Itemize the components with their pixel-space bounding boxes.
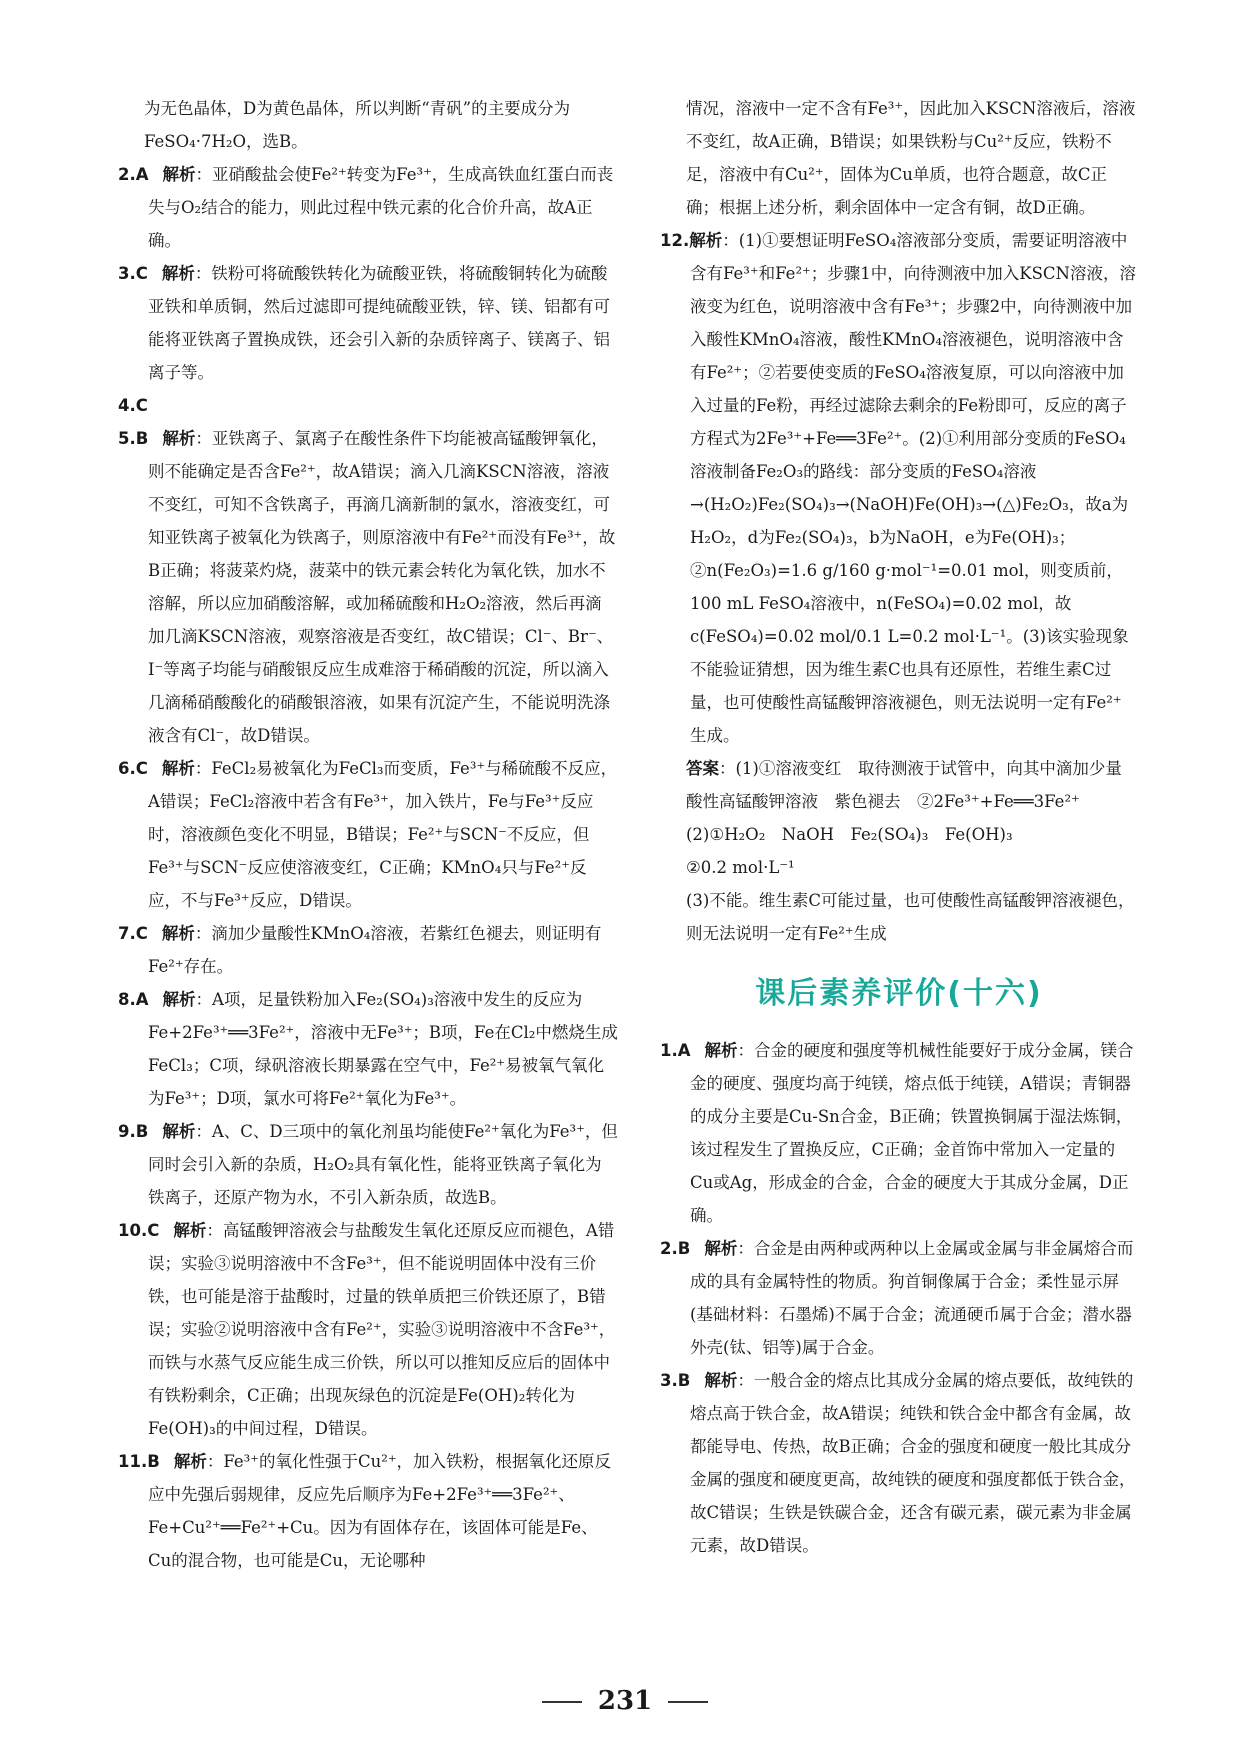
- question-item: [118, 752, 618, 917]
- item-num: 2.: [118, 165, 136, 184]
- item-kw: 解析: [161, 264, 195, 283]
- left-column: [118, 92, 618, 1577]
- answer-block: [660, 752, 1138, 950]
- answer-line: (3)不能。维生素C可能过量，也可使酸性高锰酸钾溶液褪色，则无法说明一定有Fe²⁺生成: [686, 891, 1135, 943]
- question-item: [118, 1214, 618, 1445]
- item-text: ：A、C、D三项中的氧化剂虽均能使Fe²⁺氧化为Fe³⁺，但同时会引入新的杂质，H₂O₂具有氧化性，能将亚铁离子氧化为铁离子，还原产物为水，不引入新杂质，故选B。: [148, 1122, 618, 1207]
- item-kw: 解析: [173, 1452, 207, 1471]
- question-item: [118, 983, 618, 1115]
- answer-label: 答案: [686, 759, 719, 778]
- question-12: 12.解析：(1)①要想证明FeSO₄溶液部分变质，需要证明溶液中含有Fe³⁺和Fe²⁺；步骤1中，向待测液中加入KSCN溶液，溶液变为红色，说明溶液中含有Fe³⁺；步骤2中，向待测液中加入酸性KMnO₄溶液，酸性KMnO₄溶液褪色，说明溶液中含有Fe²⁺；②若要使变质的FeSO₄溶液复原，可以向溶液中加入过量的Fe粉，再经过滤除去剩余的Fe粉即可，反应的离子方程式为2Fe³⁺+Fe══3Fe²⁺。(2)①利用部分变质的FeSO₄溶液制备Fe₂O₃的路线：部分变质的FeSO₄溶液→(H₂O₂)Fe₂(SO₄)₃→(NaOH)Fe(OH)₃→(△)Fe₂O₃，故a为H₂O₂，d为Fe₂(SO₄)₃，b为NaOH，e为Fe(OH)₃；②n(Fe₂O₃)=1.6 g/160 g·mol⁻¹=0.01 mol，则变质前，100 mL FeSO₄溶液中，n(FeSO₄)=0.02 mol，故c(FeSO₄)=0.02 mol/0.1 L=0.2 mol·L⁻¹。(3)该实验现象不能验证猜想，因为维生素C也具有还原性，若维生素C过量，也可使酸性高锰酸钾溶液褪色，则无法说明一定有Fe²⁺生成。: [660, 231, 1136, 745]
- item-kw: 解析: [162, 990, 196, 1009]
- question-item: [660, 1034, 1138, 1232]
- item-ans: C: [135, 759, 148, 778]
- question-item: [118, 1115, 618, 1214]
- page-number: 231: [0, 1686, 1250, 1716]
- item-kw: 解析: [162, 429, 196, 448]
- dash-right: [668, 1701, 708, 1703]
- question-item: [118, 158, 618, 257]
- question-item: [118, 917, 618, 983]
- item-num: 11.: [118, 1452, 148, 1471]
- item-text: ：铁粉可将硫酸铁转化为硫酸亚铁，将硫酸铜转化为硫酸亚铁和单质铜，然后过滤即可提纯硫酸亚铁，锌、镁、铝都有可能将亚铁离子置换成铁，还会引入新的杂质锌离子、镁离子、铝离子等。: [148, 264, 610, 382]
- item-kw: 解析: [704, 1041, 738, 1060]
- continued-paragraph: 情况，溶液中一定不含有Fe³⁺，因此加入KSCN溶液后，溶液不变红，故A正确，B错误；如果铁粉与Cu²⁺反应，铁粉不足，溶液中有Cu²⁺，固体为Cu单质，也符合题意，故C正确；根据上述分析，剩余固体中一定含有铜，故D正确。: [686, 99, 1136, 217]
- item-text: ：亚铁离子、氯离子在酸性条件下均能被高锰酸钾氧化，则不能确定是否含Fe²⁺，故A错误；滴入几滴KSCN溶液，溶液不变红，可知不含铁离子，再滴几滴新制的氯水，溶液变红，可知亚铁离子被氧化为铁离子，则原溶液中有Fe²⁺而没有Fe³⁺，故B正确；将菠菜灼烧，菠菜中的铁元素会转化为氧化铁，加水不溶解，所以应加硝酸溶解，或加稀硫酸和H₂O₂溶液，然后再滴加几滴KSCN溶液，观察溶液是否变红，故C错误；Cl⁻、Br⁻、I⁻等离子均能与硝酸银反应生成难溶于稀硝酸的沉淀，所以滴入几滴稀硝酸酸化的硝酸银溶液，如果有沉淀产生，不能说明洗涤液含有Cl⁻，故D错误。: [148, 429, 616, 745]
- item-ans: A: [135, 165, 149, 184]
- item-num: 5.: [118, 429, 136, 448]
- item-text: ：一般合金的熔点比其成分金属的熔点要低，故纯铁的熔点高于铁合金，故A错误；纯铁和铁合金中都含有金属，故都能导电、传热，故B正确；合金的强度和硬度一般比其成分金属的强度和硬度更高，故纯铁的硬度和强度都低于铁合金，故C错误；生铁是铁碳合金，还含有碳元素，碳元素为非金属元素，故D错误。: [690, 1371, 1136, 1555]
- item-ans: A: [677, 1041, 691, 1060]
- item-kw: 解析: [162, 1122, 196, 1141]
- item-ans: C: [135, 264, 148, 283]
- item-num: 8.: [118, 990, 136, 1009]
- item-kw: 解析: [161, 924, 195, 943]
- item-kw: 解析: [704, 1239, 738, 1258]
- item-num: 1.: [660, 1041, 678, 1060]
- item-num: 3.: [660, 1371, 678, 1390]
- right-column: [660, 92, 1138, 1562]
- item-ans: B: [677, 1239, 691, 1258]
- question-item: [660, 1232, 1138, 1364]
- item-num: 10.: [118, 1221, 148, 1240]
- item-kw: 解析: [162, 165, 196, 184]
- item-text: ：Fe³⁺的氧化性强于Cu²⁺，加入铁粉，根据氧化还原反应中先强后弱规律，反应先后顺序为Fe+2Fe³⁺══3Fe²⁺、Fe+Cu²⁺══Fe²⁺+Cu。因为有固体存在，该固体可能是Fe、Cu的混合物，也可能是Cu，无论哪种: [148, 1452, 612, 1570]
- item-num: 7.: [118, 924, 136, 943]
- item-ans: B: [135, 429, 149, 448]
- question-item: [118, 389, 618, 422]
- section-items: [660, 1034, 1138, 1562]
- dash-left: [542, 1701, 582, 1703]
- question-item: [118, 422, 618, 752]
- item-ans: B: [677, 1371, 691, 1390]
- question-item: [660, 1364, 1138, 1562]
- item-num: 6.: [118, 759, 136, 778]
- item-ans: C: [135, 924, 148, 943]
- answer-line: (2)①H₂O₂ NaOH Fe₂(SO₄)₃ Fe(OH)₃: [686, 825, 1013, 844]
- item-text: ：A项，足量铁粉加入Fe₂(SO₄)₃溶液中发生的反应为Fe+2Fe³⁺══3Fe²⁺，溶液中无Fe³⁺；B项，Fe在Cl₂中燃烧生成FeCl₃；C项，绿矾溶液长期暴露在空气中，Fe²⁺易被氧气氧化为Fe³⁺；D项，氯水可将Fe²⁺氧化为Fe³⁺。: [148, 990, 618, 1108]
- answer-line: ：(1)①溶液变红 取待测液于试管中，向其中滴加少量酸性高锰酸钾溶液 紫色褪去 ②2Fe³⁺+Fe══3Fe²⁺: [686, 759, 1122, 811]
- item-text: ：FeCl₂易被氧化为FeCl₃而变质，Fe³⁺与稀硫酸不反应，A错误；FeCl₂溶液中若含有Fe³⁺，加入铁片，Fe与Fe³⁺反应时，溶液颜色变化不明显，B错误；Fe²⁺与SCN⁻不反应，但Fe³⁺与SCN⁻反应使溶液变红，C正确；KMnO₄只与Fe²⁺反应，不与Fe³⁺反应，D错误。: [148, 759, 618, 910]
- item-kw: 解析: [161, 759, 195, 778]
- item-text: ：合金是由两种或两种以上金属或金属与非金属熔合而成的具有金属特性的物质。狗首铜像属于合金；柔性显示屏(基础材料：石墨烯)不属于合金；流通硬币属于合金；潜水器外壳(钛、铝等)属于合金。: [690, 1239, 1134, 1357]
- item-num: 3.: [118, 264, 136, 283]
- item-ans: B: [135, 1122, 149, 1141]
- item-text: ：合金的硬度和强度等机械性能要好于成分金属，镁合金的硬度、强度均高于纯镁，熔点低于纯镁，A错误；青铜器的成分主要是Cu-Sn合金，B正确；铁置换铜属于湿法炼铜，该过程发生了置换反应，C正确；金首饰中常加入一定量的Cu或Ag，形成金的合金，合金的硬度大于其成分金属，D正确。: [690, 1041, 1134, 1225]
- answer-line: ②0.2 mol·L⁻¹: [686, 858, 795, 877]
- item-num: 4.: [118, 396, 136, 415]
- item-num: 2.: [660, 1239, 678, 1258]
- item-kw: 解析: [173, 1221, 207, 1240]
- item-ans: C: [135, 396, 148, 415]
- item-ans: C: [147, 1221, 160, 1240]
- item-num: 9.: [118, 1122, 136, 1141]
- item-text: ：高锰酸钾溶液会与盐酸发生氧化还原反应而褪色，A错误；实验③说明溶液中不含Fe³⁺，但不能说明固体中没有三价铁，也可能是溶于盐酸时，过量的铁单质把三价铁还原了，B错误；实验②说明溶液中含有Fe²⁺，实验③说明溶液中不含Fe³⁺，而铁与水蒸气反应能生成三价铁，所以可以推知反应后的固体中有铁粉剩余，C正确；出现灰绿色的沉淀是Fe(OH)₂转化为Fe(OH)₃的中间过程，D错误。: [148, 1221, 616, 1438]
- continued-paragraph: 为无色晶体，D为黄色晶体，所以判断“青矾”的主要成分为FeSO₄·7H₂O，选B。: [144, 99, 571, 151]
- left-items: [118, 158, 618, 1577]
- item-text: ：滴加少量酸性KMnO₄溶液，若紫红色褪去，则证明有Fe²⁺存在。: [148, 924, 602, 976]
- question-item: [118, 1445, 618, 1577]
- item-kw: 解析: [704, 1371, 738, 1390]
- question-item: [118, 257, 618, 389]
- item-text: ：亚硝酸盐会使Fe²⁺转变为Fe³⁺，生成高铁血红蛋白而丧失与O₂结合的能力，则此过程中铁元素的化合价升高，故A正确。: [148, 165, 614, 250]
- item-ans: B: [147, 1452, 160, 1471]
- item-ans: A: [135, 990, 149, 1009]
- section-title: 课后素养评价(十六): [755, 976, 1043, 1011]
